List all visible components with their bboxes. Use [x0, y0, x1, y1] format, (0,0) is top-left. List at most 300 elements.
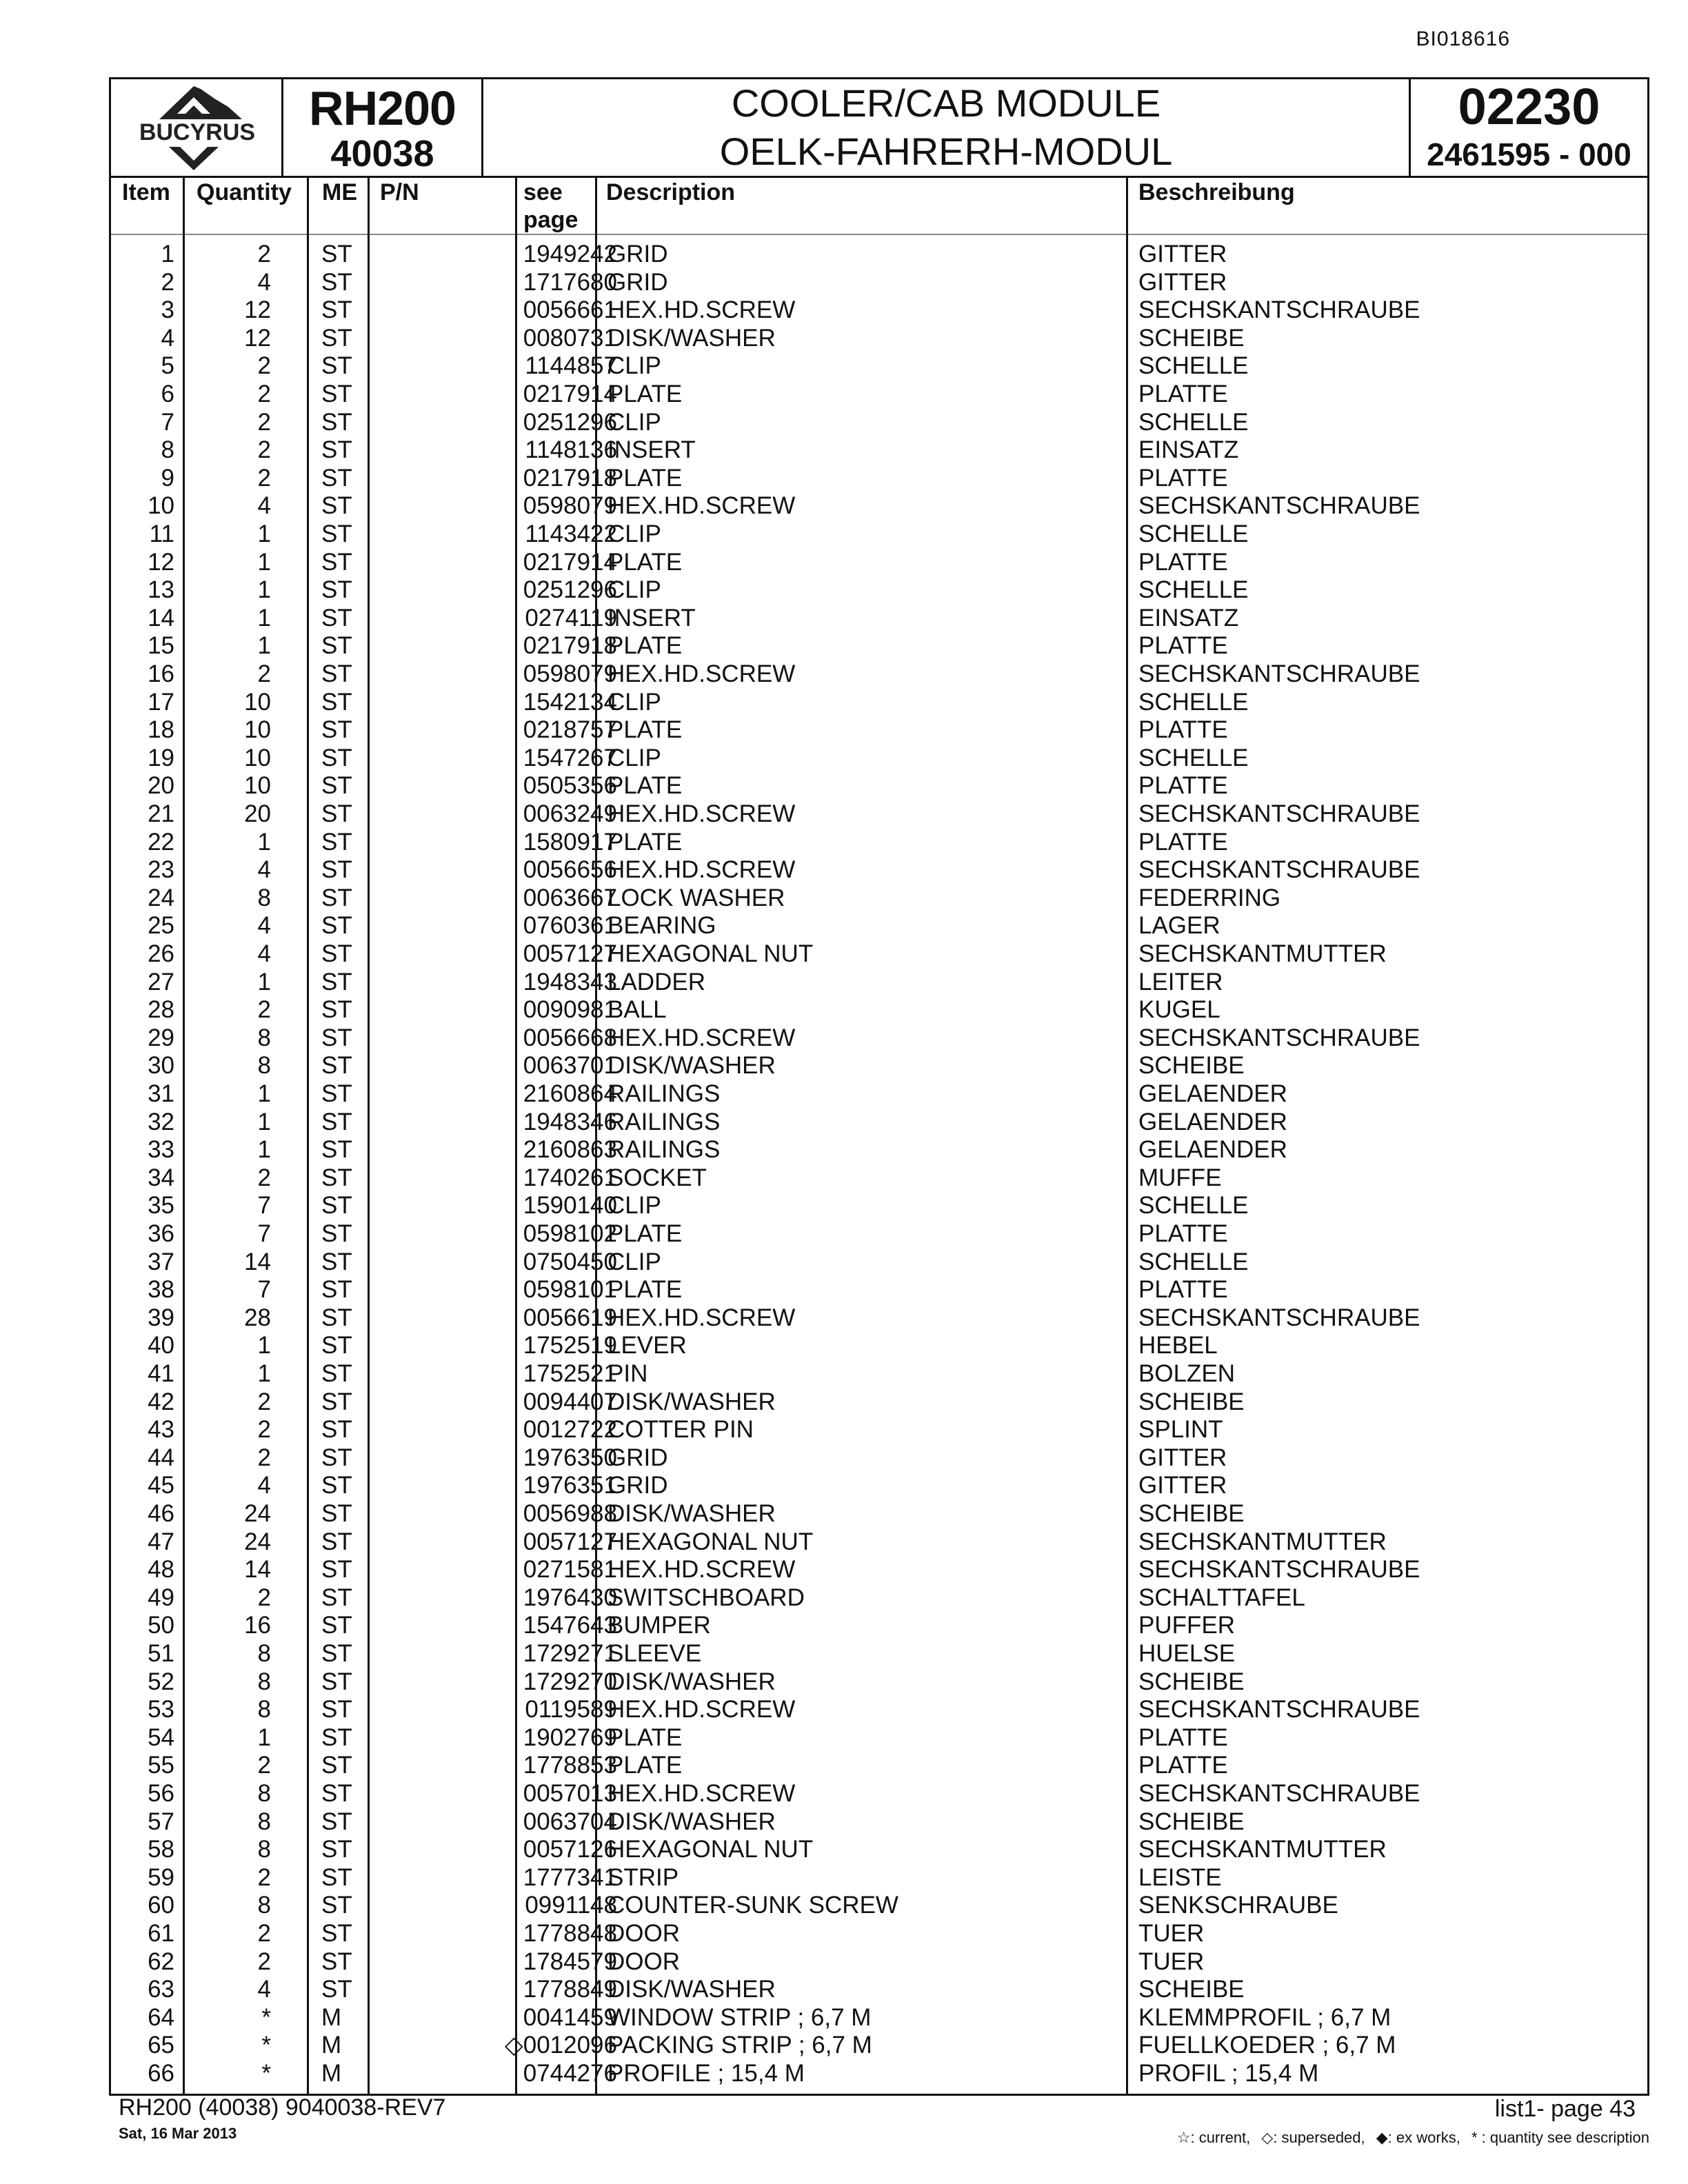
row-part-number: 0094407 — [523, 1388, 617, 1415]
row-item-number: 31 — [148, 1080, 174, 1107]
row-unit: ST — [321, 381, 352, 407]
row-part-number: 0598102 — [523, 1220, 617, 1247]
table-row — [111, 1584, 1647, 1612]
row-description: CLIP — [607, 688, 661, 716]
row-unit: ST — [321, 1416, 352, 1444]
row-item-number: 4 — [161, 324, 174, 352]
column-quantity: Quantity — [197, 179, 292, 205]
row-beschreibung: SECHSKANTSCHRAUBE — [1138, 1556, 1420, 1584]
row-item-number: 39 — [148, 1304, 174, 1331]
row-description: DISK/WASHER — [607, 1808, 776, 1835]
row-description: WINDOW STRIP ; 6,7 M — [607, 2003, 872, 2031]
row-unit: ST — [321, 968, 352, 995]
row-description: DISK/WASHER — [607, 1052, 776, 1080]
row-part-number: 0056988 — [523, 1500, 617, 1527]
row-beschreibung: SECHSKANTSCHRAUBE — [1138, 660, 1420, 687]
row-description: COUNTER-SUNK SCREW — [607, 1892, 898, 1919]
row-part-number: 0217918 — [523, 632, 617, 660]
row-part-number: 1740261 — [523, 1164, 617, 1191]
row-item-number: 21 — [148, 800, 174, 827]
row-unit: M — [321, 2032, 342, 2059]
row-beschreibung: SECHSKANTMUTTER — [1138, 1528, 1387, 1555]
table-row — [111, 1304, 1647, 1333]
row-quantity: 7 — [257, 1276, 271, 1304]
row-item-number: 56 — [148, 1780, 174, 1807]
row-beschreibung: LEITER — [1138, 968, 1223, 995]
row-quantity: 2 — [257, 408, 271, 436]
table-row — [111, 660, 1647, 689]
row-unit: ST — [321, 1220, 352, 1247]
row-quantity: 8 — [257, 1052, 271, 1080]
row-beschreibung: SCHEIBE — [1138, 1500, 1245, 1527]
row-beschreibung: SCHEIBE — [1138, 324, 1245, 352]
row-part-number: 1729271 — [523, 1640, 617, 1667]
row-description: GRID — [607, 268, 668, 296]
row-description: RAILINGS — [607, 1080, 721, 1107]
row-quantity: 7 — [257, 1192, 271, 1220]
row-part-number: 0251296 — [523, 408, 617, 436]
table-row — [111, 1332, 1647, 1360]
row-quantity: 2 — [257, 1948, 271, 1975]
row-unit: ST — [321, 1920, 352, 1947]
table-row — [111, 829, 1647, 857]
row-beschreibung: SCHELLE — [1138, 688, 1249, 716]
row-beschreibung: SECHSKANTSCHRAUBE — [1138, 492, 1420, 520]
row-quantity: 2 — [257, 1444, 271, 1471]
row-description: PLATE — [607, 464, 683, 492]
row-beschreibung: PLATTE — [1138, 381, 1228, 407]
row-beschreibung: PLATTE — [1138, 828, 1228, 856]
row-unit: ST — [321, 576, 352, 604]
row-quantity: 10 — [244, 744, 271, 771]
row-item-number: 54 — [148, 1723, 174, 1751]
row-beschreibung: SPLINT — [1138, 1416, 1223, 1444]
row-unit: ST — [321, 1444, 352, 1471]
row-unit: ST — [321, 1584, 352, 1611]
row-description: BUMPER — [607, 1612, 711, 1639]
row-part-number: 1752519 — [523, 1332, 617, 1359]
row-unit: ST — [321, 436, 352, 464]
row-part-number: 0744276 — [523, 2060, 617, 2087]
row-unit: ST — [321, 940, 352, 967]
row-part-number: 1542134 — [523, 688, 617, 716]
row-unit: ST — [321, 241, 352, 267]
table-row — [111, 940, 1647, 969]
row-description: INSERT — [607, 436, 696, 464]
row-quantity: 12 — [244, 296, 271, 324]
table-row — [111, 1808, 1647, 1837]
row-description: SWITSCHBOARD — [607, 1584, 805, 1611]
row-unit: ST — [321, 1948, 352, 1975]
row-quantity: 8 — [257, 1780, 271, 1807]
row-beschreibung: SECHSKANTSCHRAUBE — [1138, 296, 1420, 324]
row-beschreibung: PLATTE — [1138, 1723, 1228, 1751]
row-part-number: 1976351 — [523, 1472, 617, 1499]
row-description: HEX.HD.SCREW — [607, 1780, 796, 1807]
table-row — [111, 1360, 1647, 1388]
row-description: PLATE — [607, 1752, 683, 1779]
row-quantity: * — [261, 2032, 271, 2059]
row-description: HEX.HD.SCREW — [607, 800, 796, 827]
row-quantity: 8 — [257, 1668, 271, 1695]
table-row — [111, 241, 1647, 269]
row-quantity: 28 — [244, 1304, 271, 1331]
row-quantity: 2 — [257, 436, 271, 464]
row-part-number: 1752521 — [523, 1360, 617, 1387]
table-row — [111, 576, 1647, 605]
row-beschreibung: SCHEIBE — [1138, 1808, 1245, 1835]
row-part-number: 1729270 — [523, 1668, 617, 1695]
row-quantity: 2 — [257, 1164, 271, 1191]
table-row — [111, 549, 1647, 577]
row-unit: ST — [321, 996, 352, 1024]
row-item-number: 44 — [148, 1444, 174, 1471]
row-description: PLATE — [607, 828, 683, 856]
table-row — [111, 1248, 1647, 1277]
legend-quantity: * : quantity see description — [1471, 2129, 1649, 2146]
row-description: HEXAGONAL NUT — [607, 1836, 814, 1863]
column-see-page: see page — [523, 179, 579, 233]
row-quantity: 24 — [244, 1528, 271, 1555]
row-quantity: 2 — [257, 464, 271, 492]
row-beschreibung: HEBEL — [1138, 1332, 1218, 1359]
row-item-number: 11 — [149, 520, 174, 547]
row-part-number: 2160864 — [523, 1080, 617, 1107]
row-description: GRID — [607, 1472, 668, 1499]
row-unit: ST — [321, 828, 352, 856]
row-unit: ST — [321, 1640, 352, 1667]
row-beschreibung: SECHSKANTSCHRAUBE — [1138, 1024, 1420, 1051]
table-row — [111, 1388, 1647, 1417]
row-beschreibung: PLATTE — [1138, 772, 1228, 800]
table-row — [111, 1276, 1647, 1304]
row-item-number: 53 — [148, 1696, 174, 1723]
table-row — [111, 1612, 1647, 1640]
row-item-number: 32 — [148, 1108, 174, 1135]
row-item-number: 13 — [148, 576, 174, 604]
row-part-number: 0056656 — [523, 856, 617, 884]
row-part-number: 0217914 — [523, 381, 617, 407]
row-quantity: 4 — [257, 940, 271, 967]
row-description: PLATE — [607, 381, 683, 407]
table-row — [111, 1948, 1647, 1976]
row-quantity: 20 — [244, 800, 271, 827]
table-row — [111, 1668, 1647, 1697]
row-item-number: 33 — [148, 1136, 174, 1164]
row-description: PACKING STRIP ; 6,7 M — [607, 2032, 872, 2059]
row-beschreibung: KUGEL — [1138, 996, 1220, 1024]
row-unit: ST — [321, 1108, 352, 1135]
row-description: DISK/WASHER — [607, 1388, 776, 1415]
table-row — [111, 716, 1647, 745]
table-row — [111, 492, 1647, 520]
row-item-number: 19 — [148, 744, 174, 771]
table-row — [111, 996, 1647, 1024]
row-beschreibung: GITTER — [1138, 1444, 1227, 1471]
row-beschreibung: PROFIL ; 15,4 M — [1138, 2060, 1319, 2087]
row-unit: ST — [321, 1836, 352, 1863]
row-quantity: * — [261, 2060, 271, 2087]
row-description: PLATE — [607, 548, 683, 576]
row-unit: ST — [321, 1723, 352, 1751]
row-unit: ST — [321, 1304, 352, 1331]
row-beschreibung: KLEMMPROFIL ; 6,7 M — [1138, 2003, 1391, 2031]
column-pn: P/N — [380, 179, 419, 205]
row-description: CLIP — [607, 744, 661, 771]
row-description: COTTER PIN — [607, 1416, 754, 1444]
table-row — [111, 2032, 1647, 2060]
row-quantity: * — [261, 2003, 271, 2031]
row-item-number: 10 — [148, 492, 174, 520]
row-part-number: 1144857 — [525, 352, 617, 380]
row-unit: ST — [321, 1192, 352, 1220]
row-unit: ST — [321, 296, 352, 324]
row-beschreibung: FEDERRING — [1138, 884, 1281, 911]
row-quantity: 8 — [257, 1640, 271, 1667]
model-name: RH200 — [309, 81, 456, 135]
row-description: BEARING — [607, 912, 716, 940]
row-description: DISK/WASHER — [607, 1668, 776, 1695]
header — [111, 79, 1647, 178]
row-description: HEXAGONAL NUT — [607, 940, 814, 967]
row-part-number: 0063667 — [523, 884, 617, 911]
row-description: CLIP — [607, 520, 661, 547]
row-unit: ST — [321, 856, 352, 884]
legend-current: ☆: current, — [1176, 2129, 1251, 2146]
row-unit: ST — [321, 1332, 352, 1359]
row-item-number: 50 — [148, 1612, 174, 1639]
row-item-number: 17 — [148, 688, 174, 716]
bucyrus-logo — [111, 79, 283, 176]
row-description: LEVER — [607, 1332, 687, 1359]
table-row — [111, 1752, 1647, 1780]
row-description: DISK/WASHER — [607, 1500, 776, 1527]
row-item-number: 6 — [161, 381, 174, 407]
row-unit: ST — [321, 800, 352, 827]
table-row — [111, 1836, 1647, 1864]
row-beschreibung: GITTER — [1138, 268, 1227, 296]
table-row — [111, 1780, 1647, 1808]
row-beschreibung: PUFFER — [1138, 1612, 1235, 1639]
row-item-number: 27 — [148, 968, 174, 995]
row-beschreibung: GELAENDER — [1138, 1136, 1287, 1164]
row-quantity: 8 — [257, 884, 271, 911]
parts-list-frame — [109, 77, 1649, 2096]
column-beschreibung: Beschreibung — [1138, 179, 1295, 205]
row-part-number: 0598079 — [523, 492, 617, 520]
row-quantity: 4 — [257, 1976, 271, 2003]
row-unit: M — [321, 2060, 342, 2087]
row-beschreibung: SCHELLE — [1138, 1192, 1249, 1220]
row-part-number: 1547643 — [523, 1612, 617, 1639]
document-id: BI018616 — [1416, 28, 1510, 50]
row-unit: ST — [321, 632, 352, 660]
row-unit: ST — [321, 660, 352, 687]
row-unit: ST — [321, 604, 352, 631]
row-part-number: 0057013 — [523, 1780, 617, 1807]
row-description: PIN — [607, 1360, 648, 1387]
row-unit: ST — [321, 1024, 352, 1051]
row-item-number: 57 — [148, 1808, 174, 1835]
row-beschreibung: SECHSKANTMUTTER — [1138, 1836, 1387, 1863]
row-item-number: 48 — [148, 1556, 174, 1584]
table-row — [111, 1724, 1647, 1752]
row-beschreibung: GITTER — [1138, 1472, 1227, 1499]
row-part-number: 0063249 — [523, 800, 617, 827]
logo-text: BUCYRUS — [139, 119, 256, 145]
row-item-number: 15 — [148, 632, 174, 660]
row-item-number: 23 — [148, 856, 174, 884]
row-part-number: 0012722 — [523, 1416, 617, 1444]
row-item-number: 14 — [148, 604, 174, 631]
row-item-number: 52 — [148, 1668, 174, 1695]
row-description: CLIP — [607, 1248, 661, 1275]
row-part-number: 0750450 — [523, 1248, 617, 1275]
row-description: PLATE — [607, 716, 683, 744]
row-quantity: 1 — [257, 1136, 271, 1164]
row-part-number: 1777341 — [523, 1863, 617, 1891]
row-part-number: 0991148 — [525, 1892, 617, 1919]
row-beschreibung: SCHELLE — [1138, 744, 1249, 771]
row-part-number: 0057126 — [523, 1836, 617, 1863]
row-description: GRID — [607, 241, 668, 267]
row-beschreibung: EINSATZ — [1138, 604, 1239, 631]
row-item-number: 37 — [148, 1248, 174, 1275]
row-item-number: 7 — [161, 408, 174, 436]
table-row — [111, 1528, 1647, 1557]
row-description: HEX.HD.SCREW — [607, 492, 796, 520]
row-item-number: 40 — [148, 1332, 174, 1359]
row-part-number: 1778848 — [523, 1920, 617, 1947]
row-quantity: 4 — [257, 492, 271, 520]
row-unit: ST — [321, 1080, 352, 1107]
row-item-number: 22 — [148, 828, 174, 856]
row-item-number: 41 — [148, 1360, 174, 1387]
row-item-number: 43 — [148, 1416, 174, 1444]
row-unit: ST — [321, 464, 352, 492]
code-cell — [1411, 79, 1647, 176]
row-part-number: 0041459 — [523, 2003, 617, 2031]
row-beschreibung: SCHELLE — [1138, 408, 1249, 436]
model-cell — [283, 79, 483, 176]
table-row — [111, 912, 1647, 940]
row-quantity: 4 — [257, 268, 271, 296]
table-row — [111, 1864, 1647, 1892]
table-row — [111, 465, 1647, 493]
table-row — [111, 1472, 1647, 1500]
table-row — [111, 1696, 1647, 1724]
row-item-number: 42 — [148, 1388, 174, 1415]
row-quantity: 1 — [257, 1080, 271, 1107]
row-beschreibung: HUELSE — [1138, 1640, 1236, 1667]
row-beschreibung: SCHELLE — [1138, 352, 1249, 380]
row-item-number: 18 — [148, 716, 174, 744]
row-quantity: 1 — [257, 1723, 271, 1751]
table-row — [111, 1920, 1647, 1948]
row-item-number: 20 — [148, 772, 174, 800]
row-part-number: 0056668 — [523, 1024, 617, 1051]
table-row — [111, 1892, 1647, 1920]
row-quantity: 2 — [257, 660, 271, 687]
row-unit: ST — [321, 1500, 352, 1527]
row-item-number: 45 — [148, 1472, 174, 1499]
row-unit: ST — [321, 688, 352, 716]
row-unit: ST — [321, 1164, 352, 1191]
row-description: RAILINGS — [607, 1136, 721, 1164]
row-beschreibung: SCHELLE — [1138, 520, 1249, 547]
row-quantity: 2 — [257, 1920, 271, 1947]
row-beschreibung: SCHEIBE — [1138, 1388, 1245, 1415]
row-item-number: 36 — [148, 1220, 174, 1247]
row-description: GRID — [607, 1444, 668, 1471]
table-row — [111, 296, 1647, 325]
row-item-number: 24 — [148, 884, 174, 911]
logo-cell — [111, 79, 283, 176]
row-part-number: 0217914 — [523, 548, 617, 576]
row-unit: ST — [321, 1808, 352, 1835]
row-beschreibung: TUER — [1138, 1920, 1205, 1947]
row-description: HEX.HD.SCREW — [607, 1304, 796, 1331]
row-unit: ST — [321, 1696, 352, 1723]
row-quantity: 8 — [257, 1808, 271, 1835]
row-part-number: 0119589 — [525, 1696, 617, 1723]
row-beschreibung: SCHALTTAFEL — [1138, 1584, 1305, 1611]
row-unit: ST — [321, 1136, 352, 1164]
row-quantity: 1 — [257, 1360, 271, 1387]
footer-legend — [1170, 2129, 1649, 2147]
row-description: HEX.HD.SCREW — [607, 856, 796, 884]
row-quantity: 1 — [257, 632, 271, 660]
row-unit: ST — [321, 1752, 352, 1779]
row-description: HEX.HD.SCREW — [607, 1696, 796, 1723]
row-beschreibung: SCHEIBE — [1138, 1976, 1245, 2003]
row-quantity: 10 — [244, 716, 271, 744]
row-description: INSERT — [607, 604, 696, 631]
row-quantity: 4 — [257, 856, 271, 884]
row-part-number: 0063701 — [523, 1052, 617, 1080]
row-unit: ST — [321, 912, 352, 940]
row-description: DOOR — [607, 1920, 680, 1947]
table-row — [111, 1220, 1647, 1248]
row-part-number: 0057127 — [523, 940, 617, 967]
group-subcode: 2461595 - 000 — [1427, 136, 1631, 172]
row-description: SOCKET — [607, 1164, 707, 1191]
row-unit: ST — [321, 1976, 352, 2003]
row-unit: ST — [321, 884, 352, 911]
row-description: PLATE — [607, 1220, 683, 1247]
row-beschreibung: PLATTE — [1138, 1220, 1228, 1247]
row-quantity: 2 — [257, 241, 271, 267]
table-header — [111, 176, 1647, 235]
row-part-number: 0251296 — [523, 576, 617, 604]
row-quantity: 2 — [257, 996, 271, 1024]
row-description: DOOR — [607, 1948, 680, 1975]
row-item-number: 35 — [148, 1192, 174, 1220]
row-quantity: 1 — [257, 968, 271, 995]
row-beschreibung: SECHSKANTSCHRAUBE — [1138, 1304, 1420, 1331]
row-unit: ST — [321, 520, 352, 547]
row-item-number: 55 — [148, 1752, 174, 1779]
row-quantity: 10 — [244, 772, 271, 800]
row-unit: ST — [321, 352, 352, 380]
row-item-number: 61 — [148, 1920, 174, 1947]
row-unit: ST — [321, 1472, 352, 1499]
row-unit: ST — [321, 548, 352, 576]
row-part-number: 1148136 — [525, 436, 617, 464]
row-part-number: 0218757 — [523, 716, 617, 744]
row-part-number: 1590140 — [523, 1192, 617, 1220]
row-part-number: 1778849 — [523, 1976, 617, 2003]
